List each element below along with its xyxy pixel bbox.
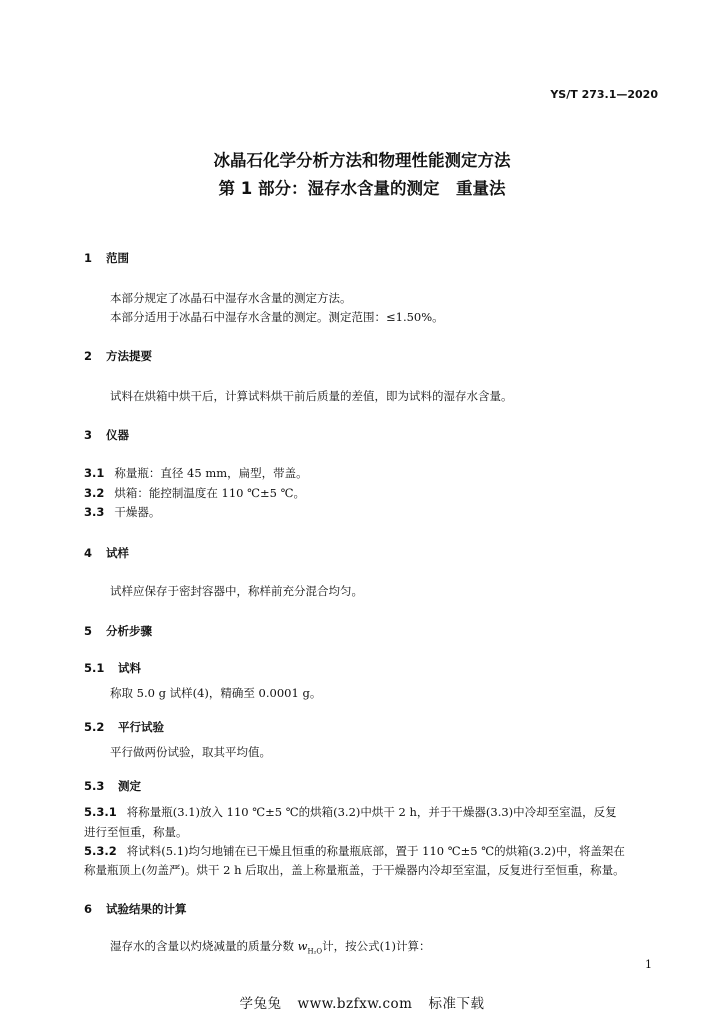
subsection-title: 测定 xyxy=(118,779,141,793)
clause-number: 3.2 xyxy=(84,486,105,500)
formula-reference: 计，按公式(1)计算： xyxy=(322,939,431,953)
section-5-heading xyxy=(84,623,152,639)
subsection-5-1-paragraph: 称取 5.0 g 试样(4)，精确至 0.0001 g。 xyxy=(110,686,322,700)
section-1-heading xyxy=(84,250,129,266)
clause-number: 3.1 xyxy=(84,466,105,480)
section-number: 5 xyxy=(84,624,93,638)
section-4-paragraph: 试样应保存于密封容器中，称样前充分混合均匀。 xyxy=(110,584,363,598)
clause-text: 将试料(5.1)均匀地铺在已干燥且恒重的称量瓶底部，置于 110 ℃±5 ℃的烘箱(3.2)中，将盖架在 xyxy=(126,844,625,858)
document-title-line2: 第 1 部分：湿存水含量的测定 重量法 xyxy=(218,179,506,198)
clause-number: 5.3.1 xyxy=(84,805,117,819)
section-number: 2 xyxy=(84,349,93,363)
standard-code: YS/T 273.1—2020 xyxy=(550,88,658,101)
instrument-item-2 xyxy=(84,485,305,501)
clause-number: 5.3 xyxy=(84,779,105,793)
watermark-url[interactable]: www.bzfxw.com xyxy=(297,996,413,1012)
clause-text: 称量瓶：直径 45 mm，扁型，带盖。 xyxy=(114,466,308,480)
document-title-line1: 冰晶石化学分析方法和物理性能测定方法 xyxy=(213,151,511,170)
subsection-title: 试料 xyxy=(118,661,141,675)
subsection-5-2-paragraph: 平行做两份试验，取其平均值。 xyxy=(110,745,271,759)
clause-5-3-1-line-2: 进行至恒重，称量。 xyxy=(84,825,188,839)
watermark-tagline: 标准下载 xyxy=(428,996,485,1012)
section-6-heading xyxy=(84,901,187,917)
section-title: 方法提要 xyxy=(106,349,152,363)
section-title: 仪器 xyxy=(106,428,129,442)
section-title: 试样 xyxy=(106,546,129,560)
mass-fraction-subscript: H₂O xyxy=(307,947,323,956)
section-title: 试验结果的计算 xyxy=(106,902,187,916)
section-4-heading xyxy=(84,545,129,561)
subsection-5-3-heading xyxy=(84,778,141,794)
formula-intro: 湿存水的含量以灼烧减量的质量分数 xyxy=(110,939,298,953)
clause-5-3-2-line-1 xyxy=(84,843,625,859)
clause-text: 将称量瓶(3.1)放入 110 ℃±5 ℃的烘箱(3.2)中烘干 2 h，并于干燥器(3.3)中冷却至室温，反复 xyxy=(126,805,617,819)
section-1-paragraph-1: 本部分规定了冰晶石中湿存水含量的测定方法。 xyxy=(110,291,352,305)
section-1-paragraph-2: 本部分适用于冰晶石中湿存水含量的测定。测定范围：≤1.50%。 xyxy=(110,310,444,324)
subsection-title: 平行试验 xyxy=(118,720,164,734)
section-number: 4 xyxy=(84,546,93,560)
watermark xyxy=(0,992,724,1012)
section-title: 分析步骤 xyxy=(106,624,152,638)
subsection-5-1-heading xyxy=(84,660,141,676)
clause-5-3-2-line-2: 称量瓶顶上(勿盖严)。烘干 2 h 后取出，盖上称量瓶盖，于干燥器内冷却至室温，反复进行至恒重，称量。 xyxy=(84,863,625,877)
clause-text: 烘箱：能控制温度在 110 ℃±5 ℃。 xyxy=(114,486,305,500)
section-2-paragraph: 试料在烘箱中烘干后，计算试料烘干前后质量的差值，即为试料的湿存水含量。 xyxy=(110,389,513,403)
section-number: 3 xyxy=(84,428,93,442)
section-6-paragraph xyxy=(110,938,430,955)
instrument-item-3 xyxy=(84,504,160,520)
subsection-5-2-heading xyxy=(84,719,164,735)
clause-number: 5.1 xyxy=(84,661,105,675)
mass-fraction-symbol: w xyxy=(297,939,308,953)
section-number: 1 xyxy=(84,251,93,265)
section-3-heading xyxy=(84,427,129,443)
clause-number: 5.3.2 xyxy=(84,844,117,858)
clause-text: 干燥器。 xyxy=(114,505,161,519)
section-title: 范围 xyxy=(106,251,129,265)
watermark-brand: 学兔兔 xyxy=(239,996,282,1012)
clause-number: 3.3 xyxy=(84,505,105,519)
instrument-item-1 xyxy=(84,465,308,481)
clause-5-3-1-line-1 xyxy=(84,804,617,820)
section-2-heading xyxy=(84,348,152,364)
page-number: 1 xyxy=(645,958,652,971)
section-number: 6 xyxy=(84,902,93,916)
clause-number: 5.2 xyxy=(84,720,105,734)
